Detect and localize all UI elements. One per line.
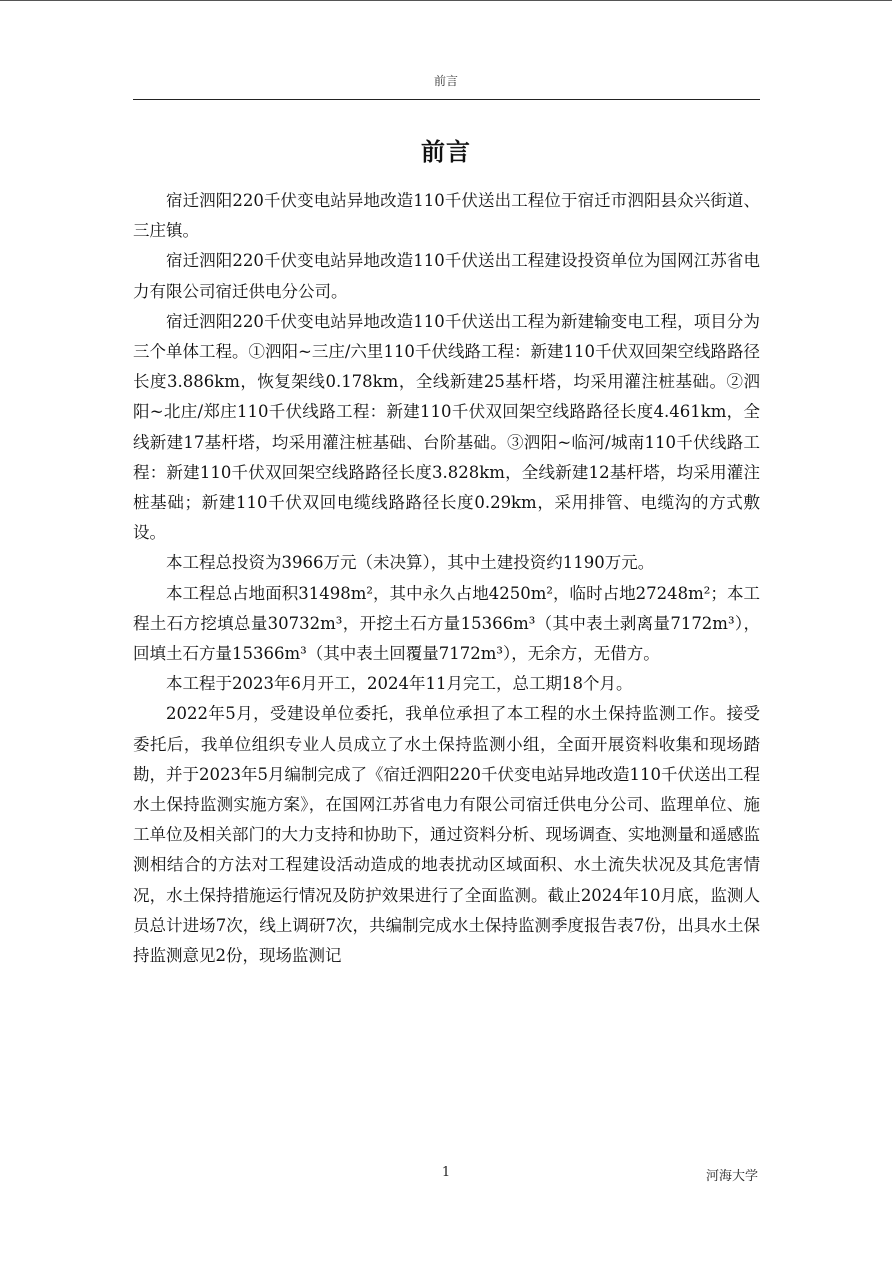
header-rule (133, 99, 760, 100)
page-number: 1 (441, 1165, 451, 1180)
paragraph-schedule: 本工程于2023年6月开工，2024年11月完工，总工期18个月。 (166, 674, 633, 694)
paragraph-project-scope: 宿迁泗阳220千伏变电站异地改造110千伏送出工程为新建输变电工程，项目分为三个单体工程。①泗阳~三庄/六里110千伏线路工程：新建110千伏双回架空线路路径长度3.886km，恢复架线0.178km，全线新建25基杆塔，均采用灌注桩基础。②泗阳~北庄/郑庄110千伏线路工程：新建110千伏双回架空线路路径长度4.461km，全线新建17基杆塔，均采用灌注桩基础、台阶基础。③泗阳~临河/城南110千伏线路工程：新建110千伏双回架空线路路径长度3.828km，全线新建12基杆塔，均采用灌注桩基础；新建110千伏双回电缆线路路径长度0.29km，采用排管、电缆沟的方式敷设。 (133, 311, 760, 543)
page-top-border (0, 0, 892, 1)
paragraph-investment: 本工程总投资为3966万元（未决算），其中土建投资约1190万元。 (166, 553, 655, 573)
running-header: 前言 (433, 74, 458, 88)
paragraph-location: 宿迁泗阳220千伏变电站异地改造110千伏送出工程位于宿迁市泗阳县众兴街道、三庄镇。 (133, 191, 760, 241)
page-title: 前言 (421, 138, 471, 166)
footer-organization: 河海大学 (705, 1169, 758, 1184)
paragraph-monitoring: 2022年5月，受建设单位委托，我单位承担了本工程的水土保持监测工作。接受委托后，我单位组织专业人员成立了水土保持监测小组，全面开展资料收集和现场踏勘，并于2023年5月编制完成了《宿迁泗阳220千伏变电站异地改造110千伏送出工程水土保持监测实施方案》，在国网江苏省电力有限公司宿迁供电分公司、监理单位、施工单位及相关部门的大力支持和协助下，通过资料分析、现场调查、实地测量和遥感监测相结合的方法对工程建设活动造成的地表扰动区域面积、水土流失状况及其危害情况，水土保持措施运行情况及防护效果进行了全面监测。截止2024年10月底，监测人员总计进场7次，线上调研7次，共编制完成水土保持监测季度报告表7份，出具水土保持监测意见2份，现场监测记 (133, 704, 760, 966)
body-text (133, 186, 760, 971)
paragraph-land-earthwork: 本工程总占地面积31498m²，其中永久占地4250m²，临时占地27248m²；本工程土石方挖填总量30732m³，开挖土石方量15366m³（其中表土剥离量7172m³），回填土石方量15366m³（其中表土回覆量7172m³），无余方，无借方。 (133, 583, 760, 664)
paragraph-investor: 宿迁泗阳220千伏变电站异地改造110千伏送出工程建设投资单位为国网江苏省电力有限公司宿迁供电分公司。 (133, 251, 760, 301)
